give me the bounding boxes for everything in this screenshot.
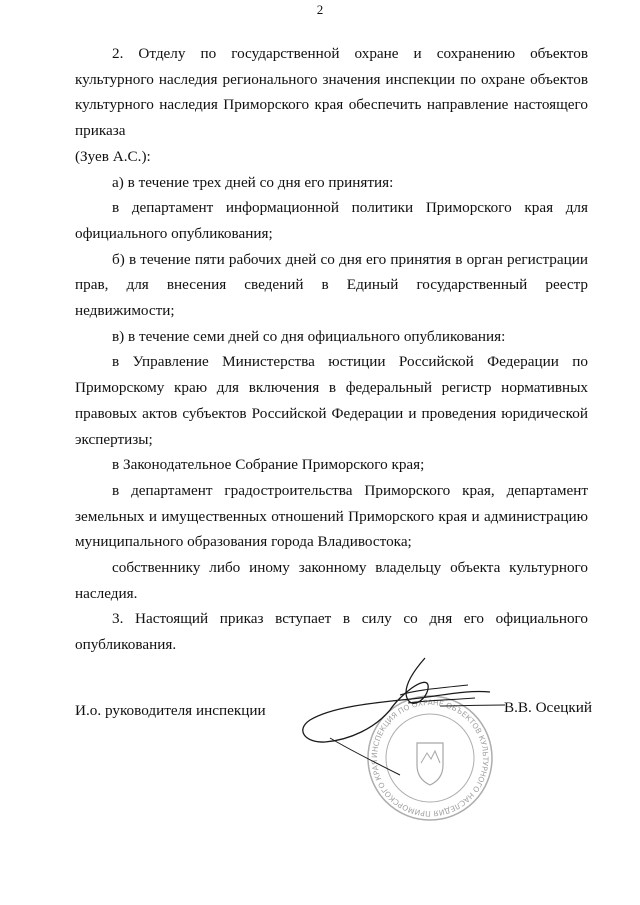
paragraph-line-p10a: собственнику либо иному законному владельцу объекта культурного xyxy=(112,559,588,577)
paragraph-line-p9a: в департамент градостроительства Приморского края, департамент xyxy=(112,481,588,499)
signatory-title: И.о. руководителя инспекции xyxy=(75,702,266,719)
signatory-name: В.В. Осецкий xyxy=(503,699,592,716)
paragraph-line-p10b: наследия. xyxy=(75,584,138,602)
paragraph-line-p1b: культурного наследия регионального значения инспекции по охране объектов xyxy=(75,70,588,88)
page-number: 2 xyxy=(316,2,324,17)
paragraph-line-p5a: б) в течение пяти рабочих дней со дня его принятия в орган регистрации xyxy=(112,250,588,268)
paragraph-line-p9b: земельных и имущественных отношений Приморского края и администрацию xyxy=(75,507,588,525)
paragraph-line-p4b: официального опубликования; xyxy=(75,224,273,242)
paragraph-line-p1c: культурного наследия Приморского края обеспечить направление настоящего xyxy=(75,96,588,114)
paragraph-line-p4a: в департамент информационной политики Приморского края для xyxy=(112,199,588,217)
paragraph-line-p9c: муниципального образования города Владивостока; xyxy=(75,533,412,551)
stamp-text: ИНСПЕКЦИЯ ПО ОХРАНЕ ОБЪЕКТОВ КУЛЬТУРНОГО НАСЛЕДИЯ ПРИМОРСКОГО КРАЯ xyxy=(369,697,491,819)
paragraph-line-p2: (Зуев А.С.): xyxy=(75,147,151,165)
paragraph-line-p1d: приказа xyxy=(75,122,126,140)
paragraph-line-p3: а) в течение трех дней со дня его принятия: xyxy=(112,173,394,191)
paragraph-line-p5b: прав, для внесения сведений в Единый государственный реестр недвижимости; xyxy=(75,276,588,320)
paragraph-line-p8: в Законодательное Собрание Приморского края; xyxy=(112,456,425,474)
document-body xyxy=(75,41,588,658)
paragraph-line-p7d: экспертизы; xyxy=(75,430,153,448)
paragraph-line-p6: в) в течение семи дней со дня официального опубликования: xyxy=(112,327,506,345)
paragraph-line-p7c: правовых актов субъектов Российской Федерации и проведения юридической xyxy=(75,404,588,422)
paragraph-line-p7b: Приморскому краю для включения в федеральный регистр нормативных xyxy=(75,379,588,397)
paragraph-line-p11a: 3. Настоящий приказ вступает в силу со дня его официального xyxy=(112,610,588,628)
paragraph-line-p1a: 2. Отделу по государственной охране и сохранению объектов xyxy=(112,45,588,62)
paragraph-line-p7a: в Управление Министерства юстиции Российской Федерации по xyxy=(112,353,588,371)
paragraph-line-p11b: опубликования. xyxy=(75,636,177,654)
handwritten-signature xyxy=(290,650,520,780)
